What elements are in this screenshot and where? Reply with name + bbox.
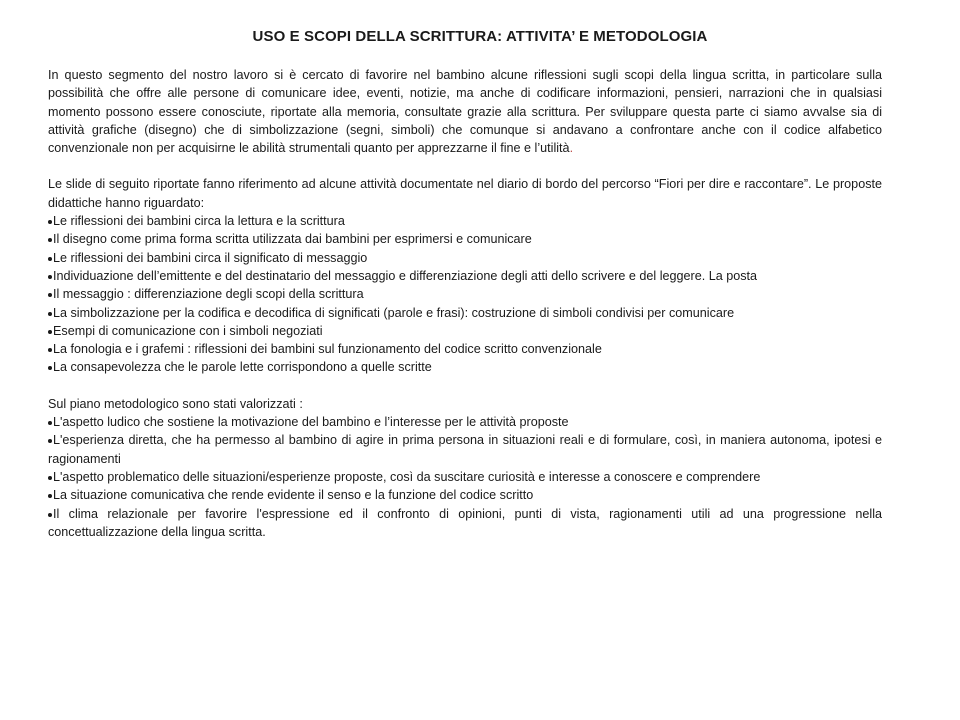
list-item: [48, 431, 882, 468]
bullet-icon: [48, 220, 52, 224]
bullet-icon: [48, 238, 52, 242]
slide-title: USO E SCOPI DELLA SCRITTURA: ATTIVITA’ E METODOLOGIA: [252, 28, 708, 45]
bullet-icon: [48, 257, 52, 261]
bullet-icon: [48, 494, 52, 498]
list-item: [48, 340, 882, 358]
list-item-text: L'aspetto problematico delle situazioni/esperienze proposte, così da suscitare curiosità e interesse a conoscere e comprendere: [53, 469, 761, 484]
list-item: [48, 486, 882, 504]
list-item-text: L'esperienza diretta, che ha permesso al bambino di agire in prima persona in situazioni reali e di formulare, così, in maniera autonoma, ipotesi e ragionamenti: [48, 433, 882, 466]
list-item-text: Il clima relazionale per favorire l'espressione ed il confronto di opinioni, punti di vista, ragionamenti utili ad una progressione nella concettualizzazione della lingua scritta.: [48, 506, 882, 539]
intro-paragraph: [48, 66, 882, 157]
list-item-text: Esempi di comunicazione con i simboli negoziati: [53, 323, 323, 338]
list-item: [48, 249, 882, 267]
list-item-text: Le riflessioni dei bambini circa la lettura e la scrittura: [53, 214, 345, 229]
list-item-text: Il disegno come prima forma scritta utilizzata dai bambini per esprimersi e comunicare: [53, 232, 532, 247]
bullet-icon: [48, 513, 52, 517]
list-item-text: La fonologia e i grafemi : riflessioni dei bambini sul funzionamento del codice scritto convenzionale: [53, 342, 602, 357]
list-item: [48, 212, 882, 230]
list-item: [48, 505, 882, 542]
bullet-icon: [48, 293, 52, 297]
list-item: [48, 285, 882, 303]
bullet-icon: [48, 421, 52, 425]
bullet-icon: [48, 330, 52, 334]
list-item: [48, 230, 882, 248]
intro-end: .: [569, 141, 574, 156]
list-item-text: La consapevolezza che le parole lette corrispondono a quelle scritte: [53, 360, 432, 375]
list-item: [48, 304, 882, 322]
list-item: [48, 267, 882, 285]
list-item-text: Le riflessioni dei bambini circa il significato di messaggio: [53, 250, 368, 265]
list-item-text: Individuazione dell’emittente e del destinatario del messaggio e differenziazione degli atti dello scrivere e del leggere. La posta: [53, 268, 758, 283]
methods-list: [48, 413, 882, 541]
intro-text: In questo segmento del nostro lavoro si è cercato di favorire nel bambino alcune riflessioni sugli scopi della lingua scritta, in particolare sulla possibilità che offre alle persone di comunicare idee, eventi, notizie, ma anche di codificare informazioni, pensieri, narrazioni che in qualsiasi momento possono essere conosciute, riportate alla memoria, consultate grazie alla scrittura. Per sviluppare questa parte ci siamo avvalse sia di attività grafiche (disegno) che di simbolizzazione (segni, simboli) che comunque si andavano a confrontare anche con il codice alfabetico convenzionale non per acquisirne le abilità strumentali quanto per apprezzarne il fine e l’utilità: [48, 68, 882, 156]
list-item: [48, 413, 882, 431]
activities-list: [48, 212, 882, 377]
method-intro-paragraph: Sul piano metodologico sono stati valorizzati :: [48, 396, 303, 411]
list-item: [48, 358, 882, 376]
list-item-text: La situazione comunicativa che rende evidente il senso e la funzione del codice scritto: [53, 488, 534, 503]
bullet-icon: [48, 366, 52, 370]
bullet-icon: [48, 275, 52, 279]
list-item-text: L'aspetto ludico che sostiene la motivazione del bambino e l’interesse per le attività proposte: [53, 415, 569, 430]
bullet-icon: [48, 476, 52, 480]
bullet-icon: [48, 312, 52, 316]
list-item-text: La simbolizzazione per la codifica e decodifica di significati (parole e frasi): costruzione di simboli condivisi per comunicare: [53, 305, 735, 320]
bullet-icon: [48, 348, 52, 352]
list-item-text: Il messaggio : differenziazione degli scopi della scrittura: [53, 287, 364, 302]
slide-content: [48, 66, 882, 541]
list-item: [48, 322, 882, 340]
list-item: [48, 468, 882, 486]
bullet-icon: [48, 439, 52, 443]
slides-intro-paragraph: Le slide di seguito riportate fanno riferimento ad alcune attività documentate nel diario di bordo del percorso “Fiori per dire e raccontare”. Le proposte didattiche hanno riguardato:: [48, 177, 882, 210]
